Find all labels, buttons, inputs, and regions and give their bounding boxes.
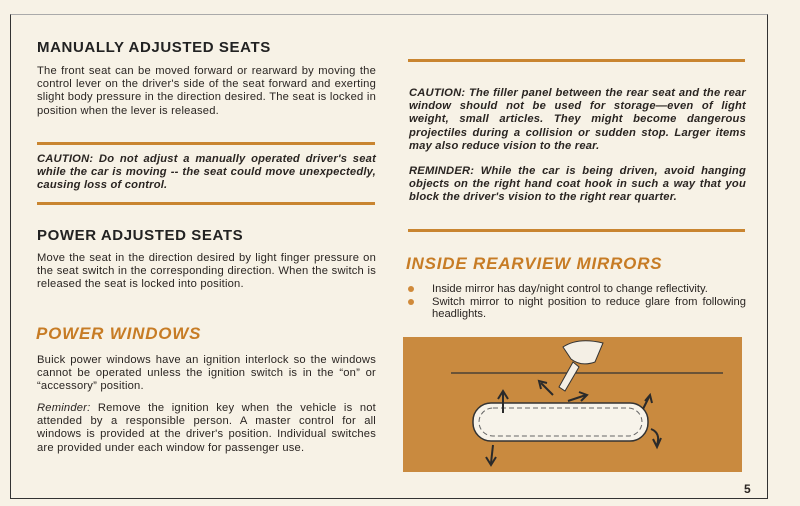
heading-power-windows: POWER WINDOWS — [36, 324, 202, 343]
divider — [408, 229, 745, 232]
page-number: 5 — [744, 482, 751, 496]
heading-rearview-mirrors: INSIDE REARVIEW MIRRORS — [406, 254, 663, 273]
manual-seats-caution: CAUTION: Do not adjust a manually operated driver's seat while the car is moving -- the seat could move unexpectedly, causing loss of control. — [37, 153, 376, 192]
mirror-drawing — [403, 337, 742, 472]
power-windows-body: Buick power windows have an ignition interlock so the windows cannot be operated unless the ignition switch is in the “on” or “accessory” position. — [37, 354, 376, 393]
heading-power-seats: POWER ADJUSTED SEATS — [37, 227, 244, 244]
coat-hook-reminder: REMINDER: While the car is being driven, avoid hanging objects on the right hand coat hook in such a way that you block the driver's vision to the right rear quarter. — [409, 165, 746, 204]
manual-seats-body: The front seat can be moved forward or rearward by moving the control lever on the driver's side of the seat forward and exerting slight body pressure in the direction desired. The seat is locked in position when the lever is released. — [37, 65, 376, 117]
divider — [37, 202, 375, 205]
heading-manual-seats: MANUALLY ADJUSTED SEATS — [37, 39, 271, 56]
rearview-mirror-illustration — [403, 337, 742, 472]
power-windows-reminder — [37, 402, 376, 455]
bullet-icon — [408, 299, 414, 305]
power-seats-body: Move the seat in the direction desired by light finger pressure on the seat switch in the corresponding direction. When the switch is released the seat is locked into position. — [37, 252, 376, 291]
bullet-icon — [408, 286, 414, 292]
mirror-bullets — [406, 283, 746, 321]
bullet-text: Inside mirror has day/night control to change reflectivity. — [432, 283, 708, 295]
list-item — [406, 296, 746, 321]
list-item — [406, 283, 746, 296]
bullet-text: Switch mirror to night position to reduce glare from following headlights. — [432, 295, 746, 320]
divider — [408, 59, 745, 62]
divider — [37, 142, 375, 145]
filler-panel-caution: CAUTION: The filler panel between the rear seat and the rear window should not be used for storage—even of light weight, small articles. They might become dangerous projectiles during a collision or sudden stop. Larger items may also reduce vision to the rear. — [409, 87, 746, 152]
reminder-text: Remove the ignition key when the vehicle is not attended by a responsible person. A master control for all windows is provided at the driver's position. Individual switches are provided under each window for passenger use. — [37, 402, 376, 454]
reminder-label: Reminder: — [37, 402, 91, 414]
